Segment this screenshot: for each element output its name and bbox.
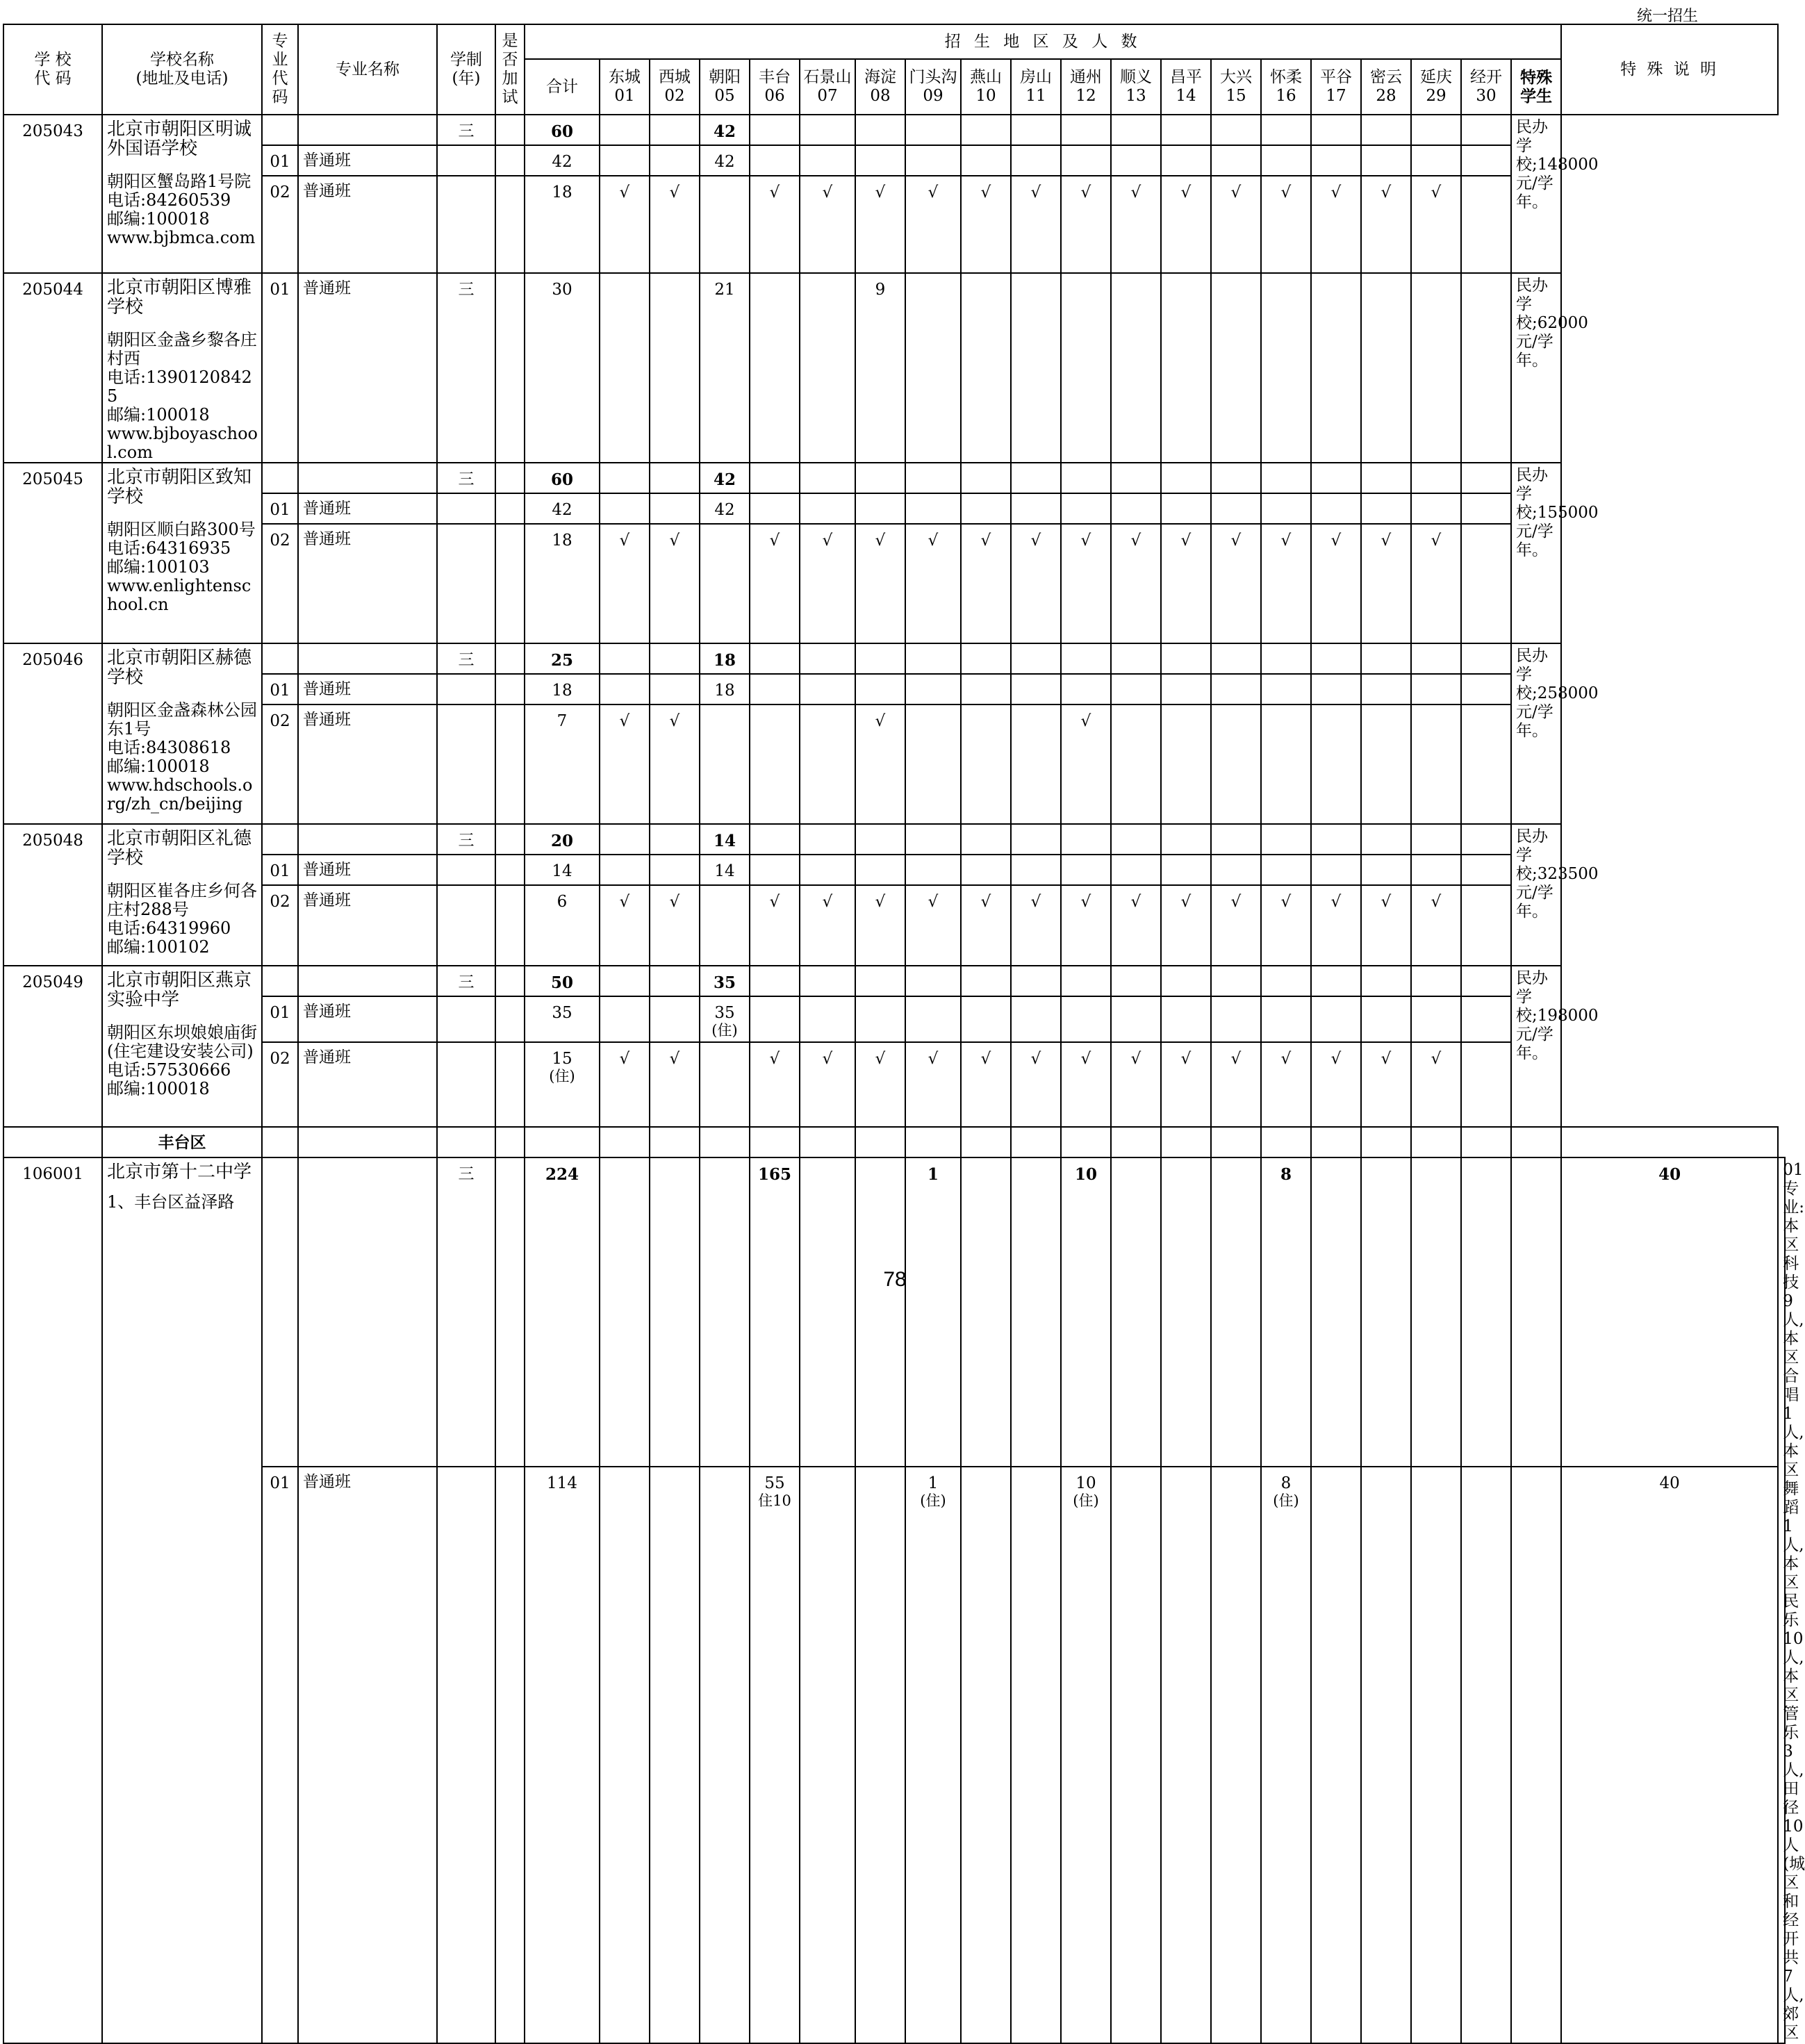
major-name: 普通班	[298, 493, 437, 524]
total-cell: 30	[525, 273, 600, 463]
header-major-name: 专业名称	[298, 24, 437, 115]
school-info: 北京市朝阳区致知学校 朝阳区顺白路300号 电话:64316935 邮编:100103 www.enlightenschool.cn	[102, 463, 262, 643]
check-mark: √	[1261, 1042, 1311, 1127]
header-remarks: 特 殊 说 明	[1561, 24, 1778, 115]
check-mark: √	[750, 885, 800, 966]
district-count-cell: 10	[1061, 1157, 1111, 1467]
major-code: 02	[262, 176, 298, 273]
check-mark: √	[650, 524, 700, 643]
district-count-cell: 42	[700, 463, 750, 493]
check-mark: √	[600, 176, 650, 273]
district-count-cell: 42	[700, 145, 750, 176]
district-count-cell: 165	[750, 1157, 800, 1467]
check-mark: √	[961, 524, 1011, 643]
remarks-cell: 民办学校;323500元/学年。	[1511, 824, 1561, 966]
check-mark: √	[1211, 176, 1261, 273]
header-special: 特殊 学生	[1511, 59, 1561, 115]
special-count-cell: 40	[1561, 1467, 1778, 2043]
district-count-cell: 1 (住)	[905, 1467, 961, 2043]
major-code: 01	[262, 273, 298, 463]
remarks-cell: 民办学校;258000元/学年。	[1511, 643, 1561, 824]
header-district: 房山 11	[1011, 59, 1061, 115]
enrollment-table	[3, 24, 1805, 2044]
header-school-code: 学 校 代 码	[3, 24, 102, 115]
check-mark: √	[905, 1042, 961, 1127]
check-mark: √	[1411, 885, 1461, 966]
total-cell: 25	[525, 643, 600, 674]
check-mark: √	[750, 176, 800, 273]
total-cell: 50	[525, 966, 600, 996]
total-cell: 42	[525, 493, 600, 524]
check-mark: √	[800, 176, 855, 273]
major-name: 普通班	[298, 674, 437, 704]
check-mark: √	[1061, 1042, 1111, 1127]
header-district: 西城 02	[650, 59, 700, 115]
header-district: 密云 28	[1361, 59, 1411, 115]
header-district: 经开 30	[1461, 59, 1511, 115]
school-code: 205044	[3, 273, 102, 463]
check-mark: √	[1011, 524, 1061, 643]
check-mark: √	[750, 524, 800, 643]
total-cell: 114	[525, 1467, 600, 2043]
school-code: 205049	[3, 966, 102, 1127]
header-district: 顺义 13	[1111, 59, 1161, 115]
check-mark: √	[1311, 885, 1361, 966]
district-count-cell: 35 (住)	[700, 996, 750, 1042]
check-mark: √	[1111, 1042, 1161, 1127]
total-cell: 60	[525, 463, 600, 493]
header-district: 怀柔 16	[1261, 59, 1311, 115]
check-mark: √	[1211, 524, 1261, 643]
total-cell: 224	[525, 1157, 600, 1467]
school-info: 北京市朝阳区礼德学校 朝阳区崔各庄乡何各庄村288号 电话:64319960 邮编:100102	[102, 824, 262, 966]
school-code: 205045	[3, 463, 102, 643]
check-mark: √	[1111, 176, 1161, 273]
total-cell: 18	[525, 524, 600, 643]
remarks-cell: 民办学校;148000元/学年。	[1511, 115, 1561, 273]
check-mark: √	[1361, 176, 1411, 273]
header-district: 大兴 15	[1211, 59, 1261, 115]
major-code: 01	[262, 855, 298, 885]
district-count-cell: 10 (住)	[1061, 1467, 1111, 2043]
check-mark: √	[600, 524, 650, 643]
major-name: 普通班	[298, 273, 437, 463]
district-count-cell: 8 (住)	[1261, 1467, 1311, 2043]
check-mark: √	[650, 885, 700, 966]
check-mark: √	[905, 885, 961, 966]
header-district: 石景山 07	[800, 59, 855, 115]
major-name: 普通班	[298, 524, 437, 643]
check-mark: √	[800, 1042, 855, 1127]
duration-cell: 三	[437, 824, 495, 855]
check-mark: √	[961, 1042, 1011, 1127]
school-info: 北京市朝阳区燕京实验中学 朝阳区东坝娘娘庙街(住宅建设安装公司) 电话:57530666 邮编:100018	[102, 966, 262, 1127]
check-mark: √	[800, 524, 855, 643]
header-enroll-region: 招 生 地 区 及 人 数	[525, 24, 1561, 59]
duration-cell: 三	[437, 273, 495, 463]
check-mark: √	[1061, 885, 1111, 966]
district-count-cell: 35	[700, 966, 750, 996]
check-mark: √	[600, 1042, 650, 1127]
check-mark: √	[750, 1042, 800, 1127]
school-code: 106001	[3, 1157, 102, 2043]
check-mark: √	[1261, 885, 1311, 966]
check-mark: √	[650, 1042, 700, 1127]
check-mark: √	[1261, 524, 1311, 643]
duration-cell: 三	[437, 966, 495, 996]
total-cell: 7	[525, 704, 600, 824]
school-code: 205048	[3, 824, 102, 966]
major-name: 普通班	[298, 145, 437, 176]
total-cell: 15 (住)	[525, 1042, 600, 1127]
check-mark: √	[1061, 704, 1111, 824]
check-mark: √	[855, 524, 905, 643]
total-cell: 35	[525, 996, 600, 1042]
major-code: 02	[262, 704, 298, 824]
remarks-cell: 民办学校;198000元/学年。	[1511, 966, 1561, 1127]
major-code: 01	[262, 996, 298, 1042]
duration-cell: 三	[437, 643, 495, 674]
check-mark: √	[855, 885, 905, 966]
check-mark: √	[600, 704, 650, 824]
header-district: 燕山 10	[961, 59, 1011, 115]
school-info: 北京市第十二中学 1、丰台区益泽路	[102, 1157, 262, 2043]
duration-cell: 三	[437, 115, 495, 145]
check-mark: √	[1361, 1042, 1411, 1127]
total-cell: 14	[525, 855, 600, 885]
remarks-cell: 01专业:本区科技9人,本区合唱1人,本区舞蹈1人,本区民乐10人,本区管乐3人,田径10人(城区和经开共7人,郊区	[1778, 1157, 1785, 2043]
check-mark: √	[1061, 524, 1111, 643]
school-info: 北京市朝阳区明诚外国语学校 朝阳区蟹岛路1号院 电话:84260539 邮编:100018 www.bjbmca.com	[102, 115, 262, 273]
remarks-cell: 民办学校;155000元/学年。	[1511, 463, 1561, 643]
major-name: 普通班	[298, 176, 437, 273]
major-code: 01	[262, 1467, 298, 2043]
district-count-cell: 55 住10	[750, 1467, 800, 2043]
major-name: 普通班	[298, 704, 437, 824]
district-count-cell: 42	[700, 493, 750, 524]
header-major-code: 专业代码	[262, 24, 298, 115]
major-name: 普通班	[298, 1042, 437, 1127]
check-mark: √	[1261, 176, 1311, 273]
check-mark: √	[1011, 176, 1061, 273]
check-mark: √	[1111, 524, 1161, 643]
check-mark: √	[1011, 885, 1061, 966]
district-count-cell: 1	[905, 1157, 961, 1467]
check-mark: √	[600, 885, 650, 966]
check-mark: √	[961, 885, 1011, 966]
check-mark: √	[1311, 524, 1361, 643]
district-section-title: 丰台区	[102, 1127, 262, 1157]
check-mark: √	[961, 176, 1011, 273]
header-school-name: 学校名称 (地址及电话)	[102, 24, 262, 115]
header-district: 延庆 29	[1411, 59, 1461, 115]
major-name: 普通班	[298, 885, 437, 966]
header-district: 丰台 06	[750, 59, 800, 115]
header-district: 通州 12	[1061, 59, 1111, 115]
total-cell: 20	[525, 824, 600, 855]
major-name: 普通班	[298, 996, 437, 1042]
school-info: 北京市朝阳区博雅学校 朝阳区金盏乡黎各庄村西 电话:13901208425 邮编:100018 www.bjboyaschool.com	[102, 273, 262, 463]
major-code: 01	[262, 145, 298, 176]
check-mark: √	[1211, 1042, 1261, 1127]
major-code: 02	[262, 1042, 298, 1127]
header-district: 平谷 17	[1311, 59, 1361, 115]
total-cell: 42	[525, 145, 600, 176]
check-mark: √	[650, 704, 700, 824]
total-cell: 18	[525, 674, 600, 704]
header-district: 东城 01	[600, 59, 650, 115]
check-mark: √	[1411, 1042, 1461, 1127]
major-code: 01	[262, 493, 298, 524]
district-count-cell: 8	[1261, 1157, 1311, 1467]
header-extra-test: 是否加试	[495, 24, 525, 115]
check-mark: √	[905, 176, 961, 273]
check-mark: √	[1311, 1042, 1361, 1127]
major-name: 普通班	[298, 1467, 437, 2043]
total-cell: 18	[525, 176, 600, 273]
header-district: 门头沟 09	[905, 59, 961, 115]
check-mark: √	[855, 1042, 905, 1127]
district-count-cell: 18	[700, 643, 750, 674]
duration-cell: 三	[437, 1157, 495, 1467]
total-cell: 6	[525, 885, 600, 966]
check-mark: √	[1211, 885, 1261, 966]
remarks-cell: 民办学校;62000元/学年。	[1511, 273, 1561, 463]
check-mark: √	[1361, 885, 1411, 966]
check-mark: √	[1161, 524, 1211, 643]
school-info: 北京市朝阳区赫德学校 朝阳区金盏森林公园东1号 电话:84308618 邮编:100018 www.hdschools.org/zh_cn/beijing	[102, 643, 262, 824]
header-district: 海淀 08	[855, 59, 905, 115]
school-code: 205046	[3, 643, 102, 824]
check-mark: √	[1411, 524, 1461, 643]
check-mark: √	[1361, 524, 1411, 643]
special-count-cell: 40	[1561, 1157, 1778, 1467]
check-mark: √	[1161, 1042, 1211, 1127]
major-code: 01	[262, 674, 298, 704]
district-count-cell: 21	[700, 273, 750, 463]
check-mark: √	[650, 176, 700, 273]
check-mark: √	[1161, 176, 1211, 273]
district-count-cell: 18	[700, 674, 750, 704]
check-mark: √	[1411, 176, 1461, 273]
check-mark: √	[800, 885, 855, 966]
major-code: 02	[262, 524, 298, 643]
check-mark: √	[905, 524, 961, 643]
district-count-cell: 14	[700, 855, 750, 885]
check-mark: √	[1161, 885, 1211, 966]
total-cell: 60	[525, 115, 600, 145]
header-district: 昌平 14	[1161, 59, 1211, 115]
check-mark: √	[1011, 1042, 1061, 1127]
page-number: 78	[883, 1268, 907, 1291]
duration-cell: 三	[437, 463, 495, 493]
check-mark: √	[1311, 176, 1361, 273]
header-total: 合计	[525, 59, 600, 115]
header-district: 朝阳 05	[700, 59, 750, 115]
major-code: 02	[262, 885, 298, 966]
check-mark: √	[855, 704, 905, 824]
district-count-cell: 9	[855, 273, 905, 463]
header-duration: 学制 (年)	[437, 24, 495, 115]
check-mark: √	[1111, 885, 1161, 966]
check-mark: √	[855, 176, 905, 273]
page-header-note: 统一招生	[1637, 8, 1699, 25]
district-count-cell: 42	[700, 115, 750, 145]
check-mark: √	[1061, 176, 1111, 273]
district-count-cell: 14	[700, 824, 750, 855]
school-code: 205043	[3, 115, 102, 273]
major-name: 普通班	[298, 855, 437, 885]
